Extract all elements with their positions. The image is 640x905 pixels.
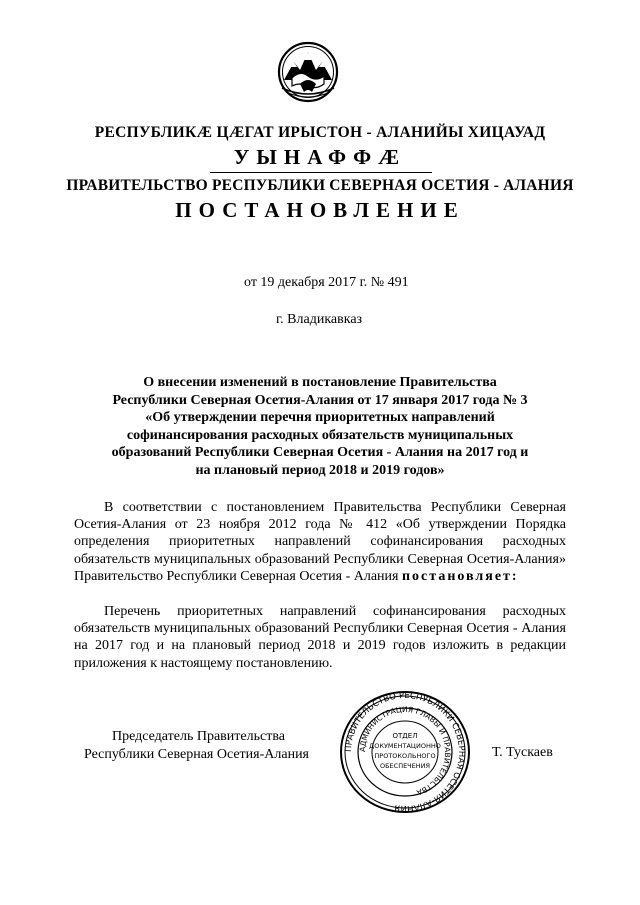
- resolves-keyword: постановляет:: [401, 568, 519, 584]
- signatory-position-line: Республики Северная Осетия-Алания: [84, 746, 309, 762]
- header-ossetian-government: РЕСПУБЛИКӔ ЦӔГАТ ИРЫСТОН - АЛАНИЙЫ ХИЦАУАД: [94, 124, 546, 141]
- header-russian-government: ПРАВИТЕЛЬСТВО РЕСПУБЛИКИ СЕВЕРНАЯ ОСЕТИЯ - АЛАНИЯ: [66, 177, 574, 194]
- decree-title-line: софинансирования расходных обязательств муниципальных: [126, 427, 514, 443]
- official-seal: [338, 690, 472, 814]
- decree-date-number: от 19 декабря 2017 г. № 491: [244, 275, 409, 290]
- signatory-name: Т. Тускаев: [492, 745, 553, 760]
- decree-title: [60, 374, 580, 479]
- seal-center-line: ОТДЕЛ: [392, 732, 418, 740]
- resolution-paragraph: Перечень приоритетных направлений софинансирования расходных обязательств муниципальных образований Республики Северная Осетия - Алания на 2017 год и на плановый период 2018 и 2019 годов изложить в редакции приложения к настоящему постановлению.: [74, 604, 566, 671]
- signatory-position: [84, 728, 309, 763]
- decree-title-line: образований Республики Северная Осетия - Алания на 2017 год и: [111, 445, 529, 460]
- seal-outer-ring-text: ПРАВИТЕЛЬСТВО РЕСПУБЛИКИ СЕВЕРНАЯ ОСЕТИЯ-АЛАНИЯ: [343, 690, 467, 814]
- decree-city: г. Владикавказ: [276, 312, 363, 327]
- seal-center-line: ПРОТОКОЛЬНОГО: [374, 752, 436, 760]
- seal-center-line: ОБЕСПЕЧЕНИЯ: [379, 762, 431, 770]
- signatory-position-line: Председатель Правительства: [112, 729, 285, 744]
- header-decree-ossetian: УЫНАФФӔ: [233, 145, 407, 169]
- header-decree-russian: ПОСТАНОВЛЕНИЕ: [175, 198, 465, 222]
- coat-of-arms-emblem: [270, 40, 346, 104]
- seal-inner-ring-text: АДМИНИСТРАЦИЯ ГЛАВЫ И ПРАВИТЕЛЬСТВА: [357, 704, 453, 798]
- seal-center-line: ДОКУМЕНТАЦИОННО: [369, 742, 441, 750]
- header-divider: [210, 172, 432, 173]
- preamble-text: В соответствии с постановлением Правительства Республики Северная Осетия-Алания от 23 ноября 2012 года № 412 «Об утверждении Порядка определения приоритетных направлений софинансирования расходных обязательств муниципальных образований Республики Северная Осетия-Алания» Правительство Республики Северная Осетия - Алания: [74, 500, 566, 584]
- decree-title-line: Республики Северная Осетия-Алания от 17 января 2017 года № 3: [112, 392, 528, 408]
- decree-title-line: «Об утверждении перечня приоритетных направлений: [145, 410, 495, 425]
- decree-title-line: на плановый период 2018 и 2019 годов»: [195, 462, 445, 478]
- preamble-paragraph: [74, 499, 566, 585]
- decree-title-line: О внесении изменений в постановление Правительства: [143, 375, 497, 390]
